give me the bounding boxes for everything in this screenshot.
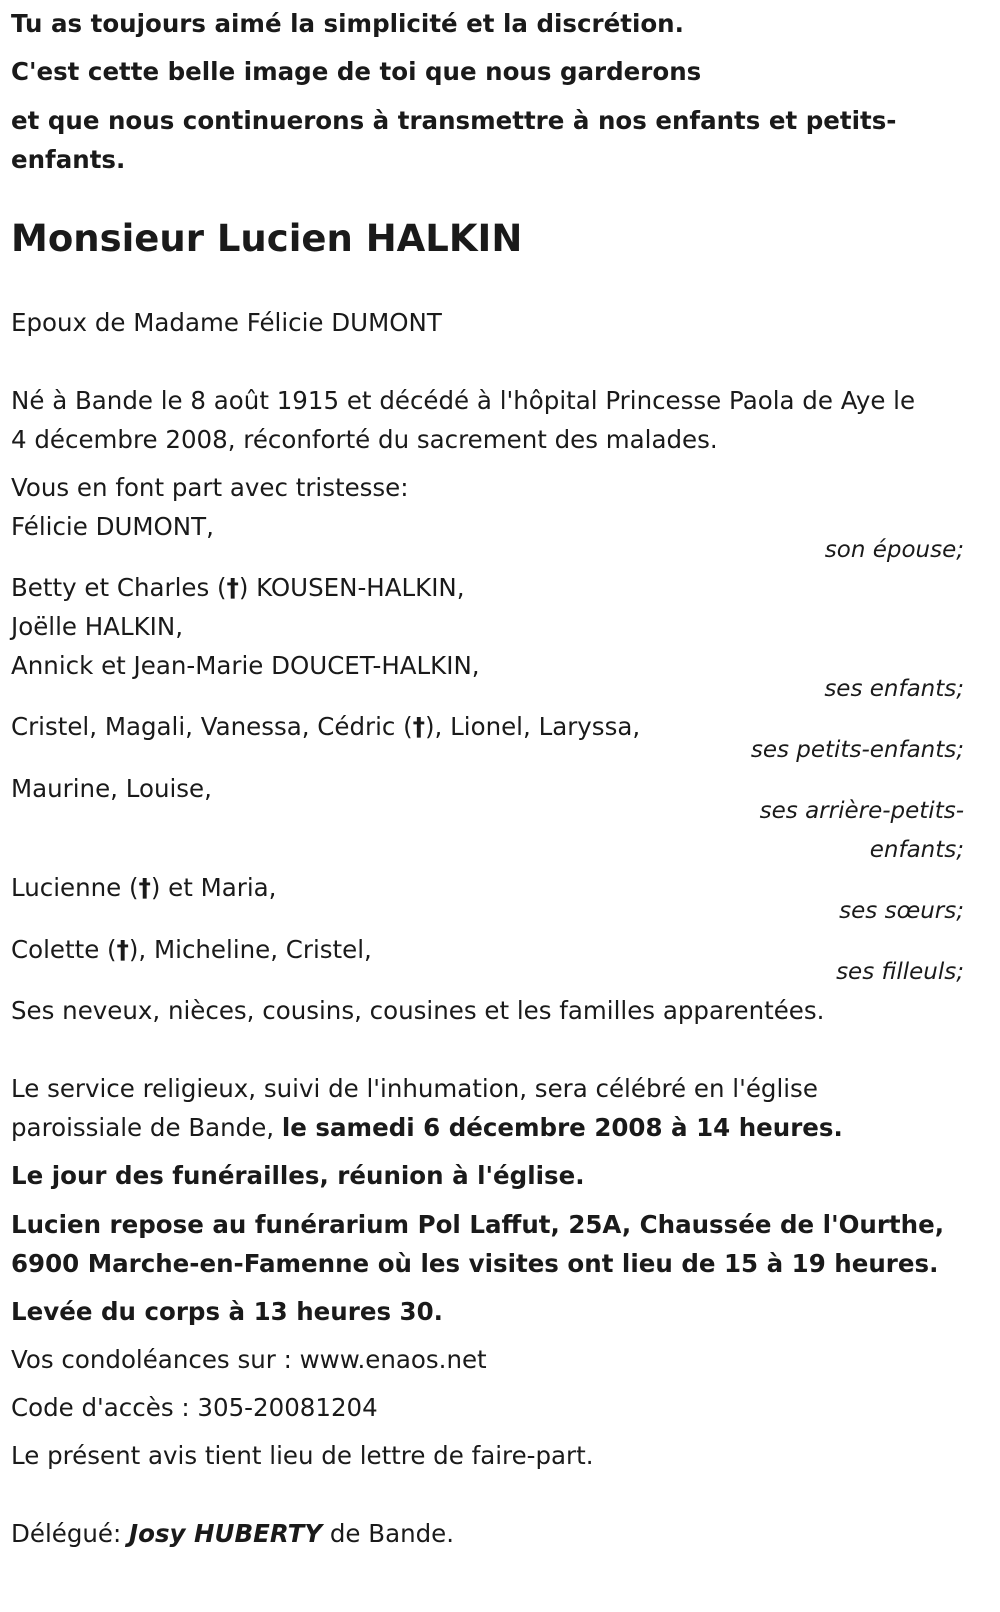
children-name-2: Joëlle HALKIN, — [11, 612, 184, 641]
delegate-name: Josy HUBERTY — [129, 1519, 323, 1548]
other-relatives: Ses neveux, nièces, cousins, cousines et les familles apparentées. — [11, 996, 825, 1025]
birth-death-line-1: Né à Bande le 8 août 1915 et décédé à l'hôpital Princesse Paola de Aye le — [11, 386, 916, 415]
access-code-line: Code d'accès : 305-20081204 — [11, 1393, 378, 1422]
funerarium-line-2: 6900 Marche-en-Famenne où les visites ont lieu de 15 à 19 heures. — [11, 1249, 939, 1278]
grandchildren-names: Cristel, Magali, Vanessa, Cédric (†), Lionel, Laryssa, — [11, 712, 641, 741]
great-grandchildren-names: Maurine, Louise, — [11, 774, 212, 803]
levee-line: Levée du corps à 13 heures 30. — [11, 1297, 443, 1326]
children-role: ses enfants; — [824, 676, 964, 702]
cross-icon: † — [116, 935, 129, 964]
service-line-2: paroissiale de Bande, le samedi 6 décembre 2008 à 14 heures. — [11, 1113, 843, 1142]
sisters-role: ses sœurs; — [839, 898, 964, 924]
intro-line-1: Tu as toujours aimé la simplicité et la discrétion. — [11, 9, 684, 38]
spouse-role: son épouse; — [824, 537, 964, 563]
godchildren-names: Colette (†), Micheline, Cristel, — [11, 935, 372, 964]
spouse-line: Epoux de Madame Félicie DUMONT — [11, 308, 442, 337]
intro-line-2: C'est cette belle image de toi que nous garderons — [11, 57, 702, 86]
delegate-line: Délégué: Josy HUBERTY de Bande. — [11, 1519, 455, 1548]
spouse-name: Félicie DUMONT, — [11, 512, 214, 541]
service-line-1: Le service religieux, suivi de l'inhumation, sera célébré en l'église — [11, 1074, 818, 1103]
intro-line-4: enfants. — [11, 145, 126, 174]
funerarium-line-1: Lucien repose au funérarium Pol Laffut, 25A, Chaussée de l'Ourthe, — [11, 1210, 944, 1239]
great-grandchildren-role-1: ses arrière-petits- — [759, 798, 964, 824]
birth-death-line-2: 4 décembre 2008, réconforté du sacrement des malades. — [11, 425, 718, 454]
godchildren-role: ses filleuls; — [836, 959, 964, 985]
great-grandchildren-role-2: enfants; — [869, 837, 964, 863]
condolences-line: Vos condoléances sur : www.enaos.net — [11, 1345, 487, 1374]
grandchildren-role: ses petits-enfants; — [750, 737, 964, 763]
meeting-line: Le jour des funérailles, réunion à l'église. — [11, 1161, 585, 1190]
service-date: le samedi 6 décembre 2008 à 14 heures. — [281, 1113, 843, 1142]
deceased-name-title: Monsieur Lucien HALKIN — [11, 217, 523, 260]
children-name-1: Betty et Charles (†) KOUSEN-HALKIN, — [11, 573, 465, 602]
notice-line: Le présent avis tient lieu de lettre de faire-part. — [11, 1441, 594, 1470]
family-intro: Vous en font part avec tristesse: — [11, 473, 409, 502]
cross-icon: † — [226, 573, 239, 602]
cross-icon: † — [138, 873, 151, 902]
intro-line-3: et que nous continuerons à transmettre à nos enfants et petits- — [11, 106, 897, 135]
children-name-3: Annick et Jean-Marie DOUCET-HALKIN, — [11, 651, 480, 680]
sisters-names: Lucienne (†) et Maria, — [11, 873, 277, 902]
cross-icon: † — [412, 712, 425, 741]
